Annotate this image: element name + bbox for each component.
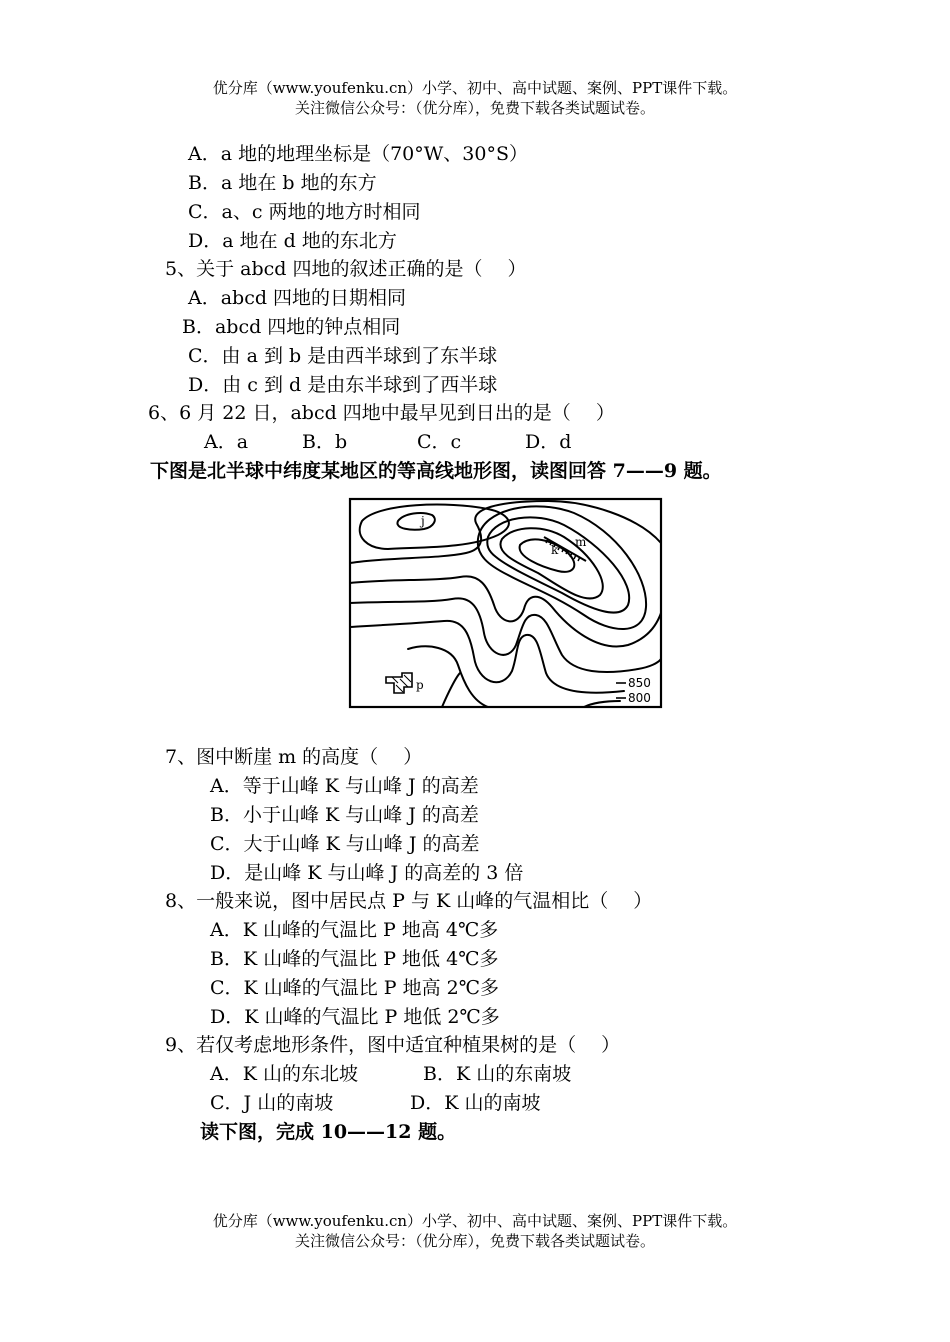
q5-option-a: A．abcd 四地的日期相同: [188, 287, 407, 309]
q9-option-c: C．J 山的南坡: [210, 1092, 334, 1114]
q6-option-c: C．c: [417, 431, 462, 453]
q4-option-b: B．a 地在 b 地的东方: [188, 172, 377, 194]
q4-option-c: C．a、c 两地的地方时相同: [188, 201, 421, 223]
q6-option-a: A．a: [204, 431, 249, 453]
footer-line-2: 关注微信公众号：（优分库），免费下载各类试题试卷。: [294, 1232, 655, 1250]
q7-option-c: C．大于山峰 K 与山峰 J 的高差: [210, 833, 480, 855]
q7-option-d: D．是山峰 K 与山峰 J 的高差的 3 倍: [210, 862, 524, 884]
q8-option-a: A．K 山峰的气温比 P 地高 4℃多: [210, 919, 499, 941]
q8-option-c: C．K 山峰的气温比 P 地高 2℃多: [210, 977, 500, 999]
q5-option-b: B．abcd 四地的钟点相同: [182, 316, 401, 338]
label-p: p: [416, 678, 424, 692]
q6-option-d: D．d: [525, 431, 572, 453]
contour-value-850: 850: [628, 676, 651, 690]
contour-map: [348, 497, 664, 711]
section-heading-10-12: 读下图，完成 10——12 题。: [200, 1121, 457, 1143]
label-m: m: [575, 535, 587, 549]
q5-stem: 5、关于 abcd 四地的叙述正确的是（ ）: [165, 258, 527, 280]
contour-value-800: 800: [628, 691, 651, 705]
footer-line-1: 优分库（www.youfenku.cn）小学、初中、高中试题、案例、PPT课件下载。: [212, 1212, 738, 1230]
q9-stem: 9、若仅考虑地形条件，图中适宜种植果树的是（ ）: [165, 1034, 621, 1056]
q4-option-d: D．a 地在 d 地的东北方: [188, 230, 397, 252]
q5-option-c: C．由 a 到 b 是由西半球到了东半球: [188, 345, 498, 367]
q6-stem: 6、6 月 22 日，abcd 四地中最早见到日出的是（ ）: [148, 402, 615, 424]
section-heading-7-9: 下图是北半球中纬度某地区的等高线地形图，读图回答 7——9 题。: [150, 460, 722, 482]
label-k: k: [551, 543, 559, 557]
q9-option-a: A．K 山的东北坡: [210, 1063, 358, 1085]
header-line-2: 关注微信公众号：（优分库），免费下载各类试题试卷。: [294, 99, 655, 117]
q9-option-d: D．K 山的南坡: [410, 1092, 541, 1114]
header-line-1: 优分库（www.youfenku.cn）小学、初中、高中试题、案例、PPT课件下载。: [212, 79, 738, 97]
q9-option-b: B．K 山的东南坡: [423, 1063, 572, 1085]
q7-option-b: B．小于山峰 K 与山峰 J 的高差: [210, 804, 479, 826]
q8-stem: 8、一般来说，图中居民点 P 与 K 山峰的气温相比（ ）: [165, 890, 653, 912]
q5-option-d: D．由 c 到 d 是由东半球到了西半球: [188, 374, 498, 396]
q7-stem: 7、图中断崖 m 的高度（ ）: [165, 746, 423, 768]
q8-option-b: B．K 山峰的气温比 P 地低 4℃多: [210, 948, 499, 970]
q8-option-d: D．K 山峰的气温比 P 地低 2℃多: [210, 1006, 500, 1028]
q4-option-a: A．a 地的地理坐标是（70°W、30°S）: [188, 143, 528, 165]
label-j: j: [421, 514, 425, 528]
q7-option-a: A．等于山峰 K 与山峰 J 的高差: [210, 775, 479, 797]
q6-option-b: B．b: [302, 431, 348, 453]
